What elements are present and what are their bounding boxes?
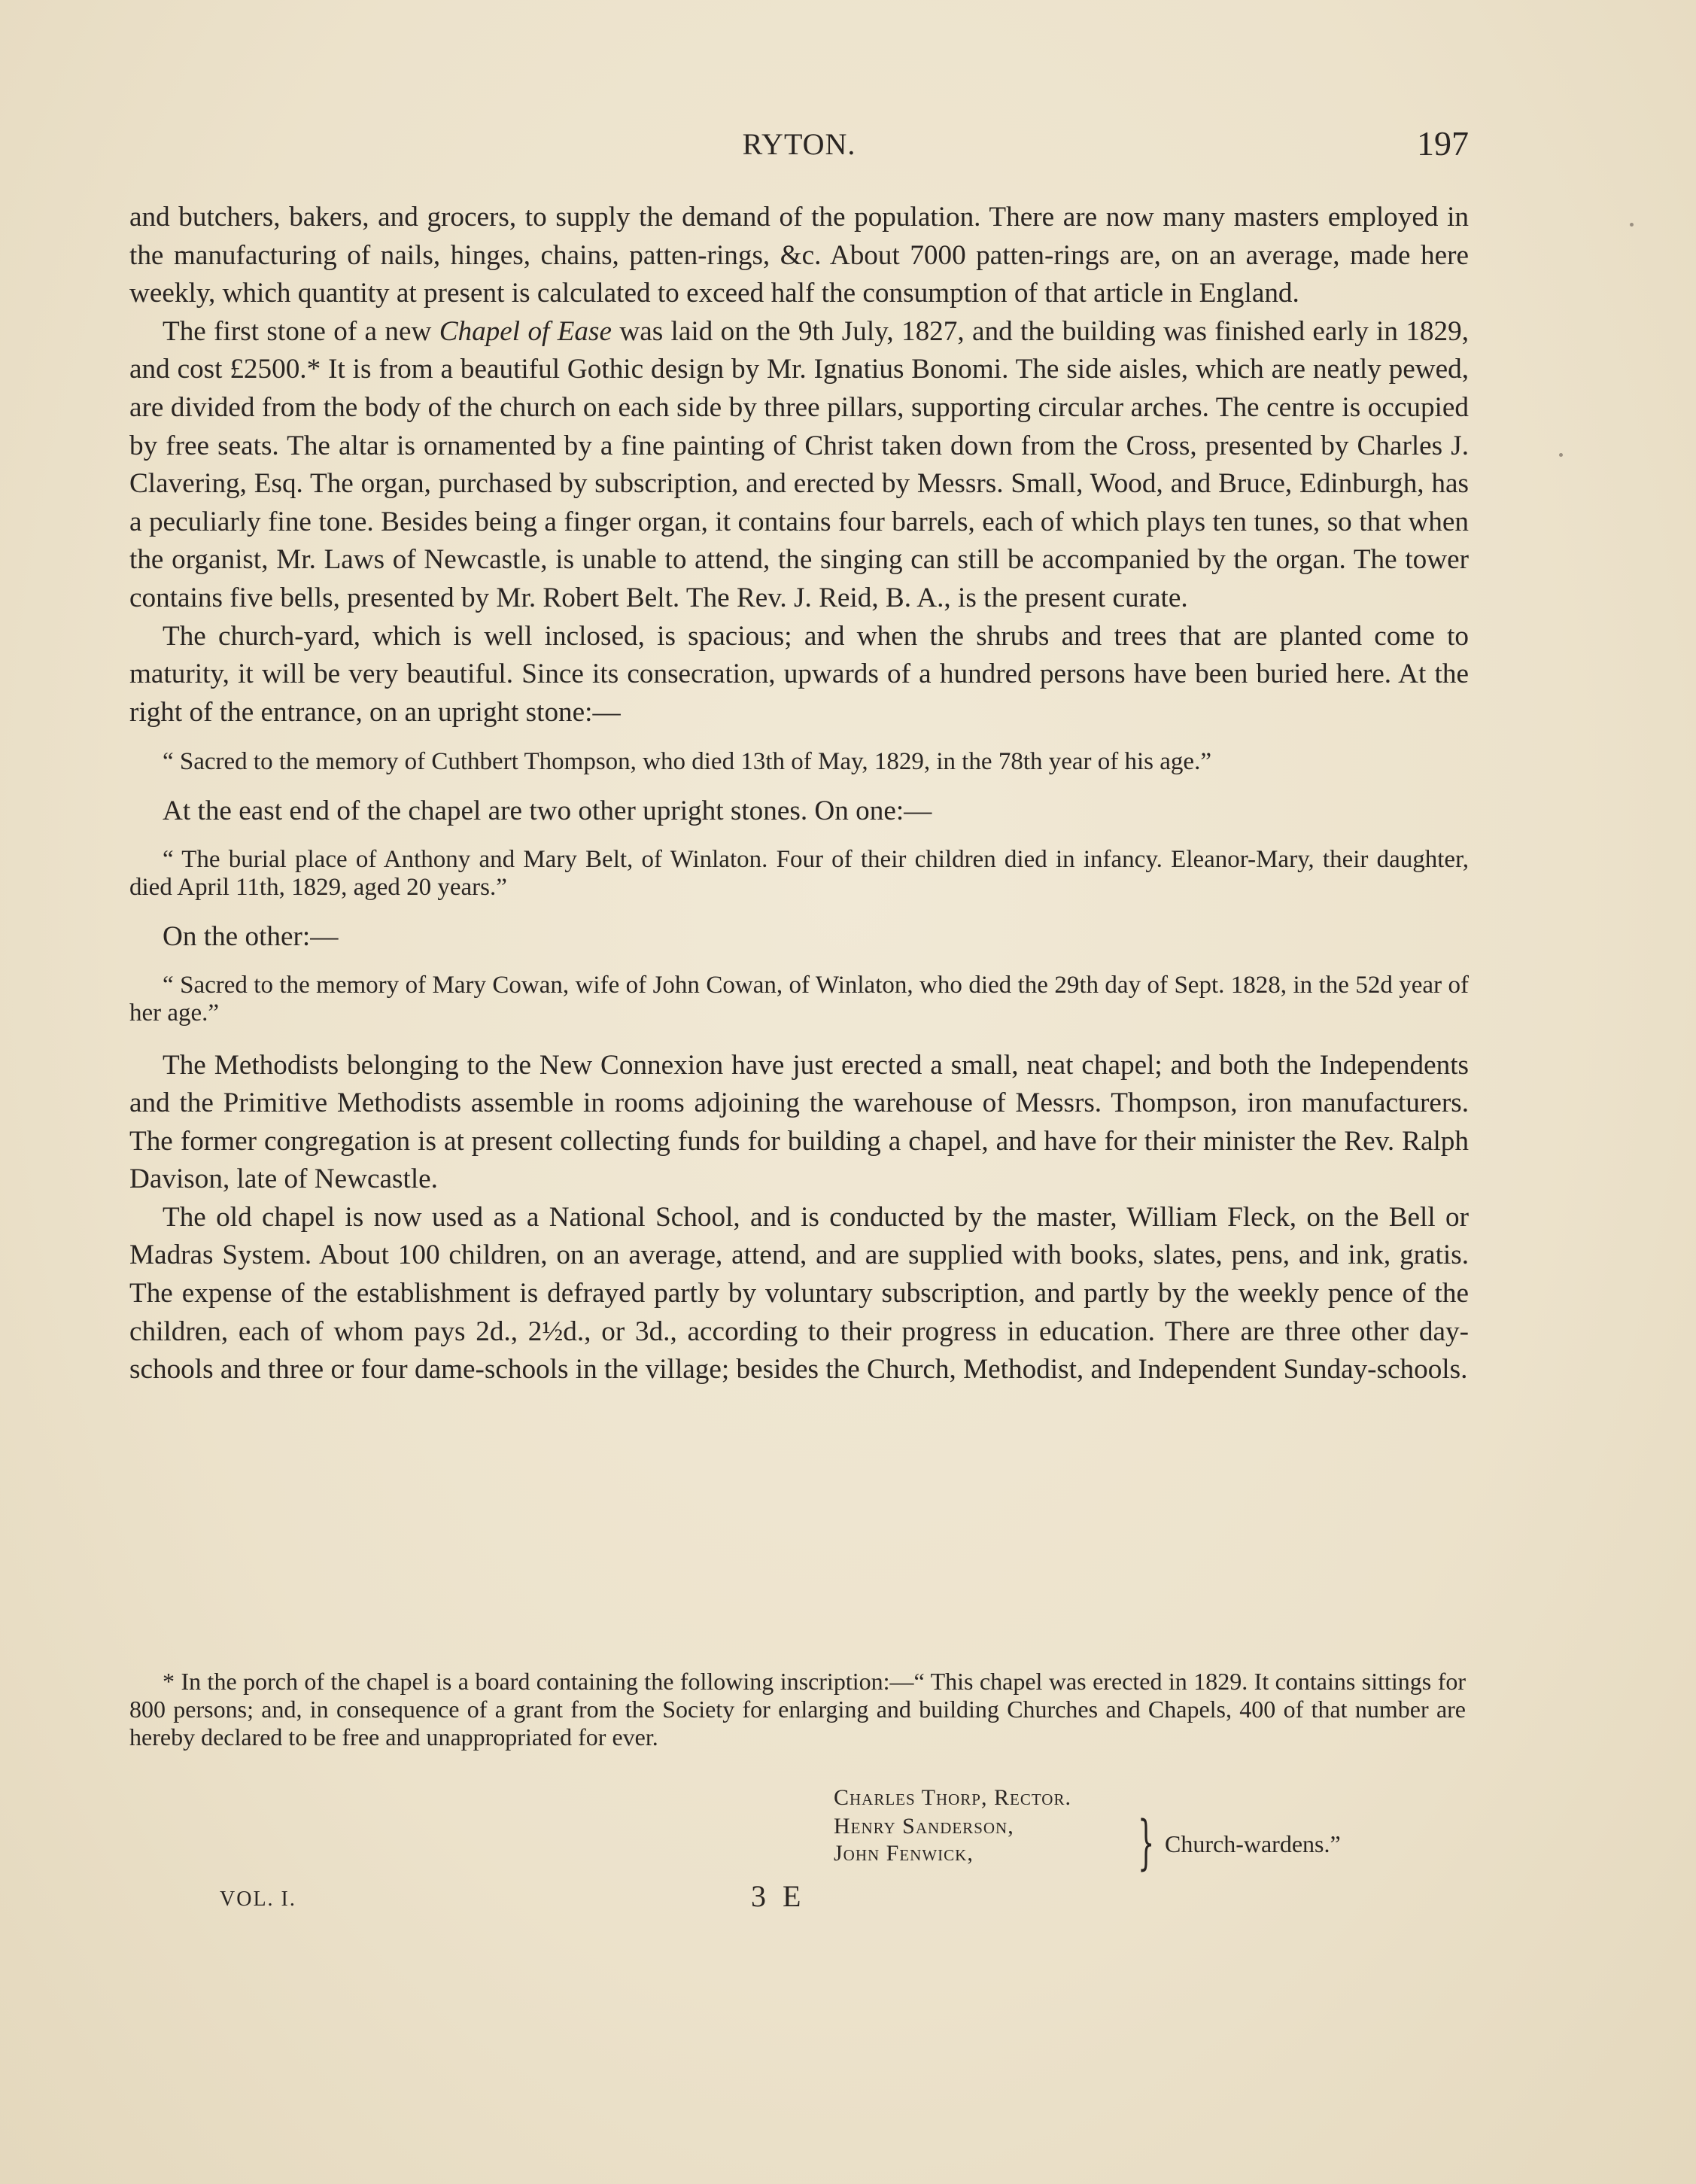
signature-warden-1: Henry Sanderson, — [834, 1814, 1014, 1839]
paragraph-2 — [129, 313, 1469, 618]
paper-speck — [1630, 223, 1634, 227]
paper-speck — [1559, 453, 1563, 457]
chapel-of-ease-italic: Chapel of Ease — [439, 315, 612, 347]
paragraph-6: The Methodists belonging to the New Connexion have just erected a small, neat chapel; and both the Independents and the Primitive Methodists assemble in rooms adjoining the warehouse of Messrs. Thompson, iron manufacturers. The former congregation is at present collecting funds for building a chapel, and have for their minister the Rev. Ralph Davison, late of Newcastle. — [129, 1049, 1469, 1195]
church-wardens-label: Church-wardens.” — [1165, 1830, 1341, 1857]
volume-mark: VOL. I. — [220, 1887, 296, 1911]
page-number: 197 — [1417, 124, 1469, 163]
signature-warden-2: John Fenwick, — [834, 1841, 974, 1866]
inscription-belt: “ The burial place of Anthony and Mary Belt, of Winlaton. Four of their children died in infancy. Eleanor-Mary, their daughter, died April 11th, 1829, aged 20 years.” — [129, 845, 1469, 901]
curly-brace-icon: } — [1138, 1809, 1155, 1877]
paragraph-5: On the other:— — [163, 920, 339, 952]
inscription-cowan: “ Sacred to the memory of Mary Cowan, wife of John Cowan, of Winlaton, who died the 29th day of Sept. 1828, in the 52d year of her age.” — [129, 971, 1469, 1027]
body-text — [129, 199, 1469, 1389]
paragraph-2-start: The first stone of a new — [163, 315, 439, 347]
paragraph-4: At the east end of the chapel are two other upright stones. On one:— — [163, 795, 932, 827]
paragraph-2-rest: was laid on the 9th July, 1827, and the building was finished early in 1829, and cost £2500.* It is from a beautiful Gothic design by Mr. Ignatius Bonomi. The side aisles, which are neatly pewed, are divided from the body of the church on each side by three pillars, supporting circular arches. The centre is occupied by free seats. The altar is ornamented by a fine painting of Christ taken down from the Cross, presented by Charles J. Clavering, Esq. The organ, purchased by subscription, and erected by Messrs. Small, Wood, and Bruce, Edinburgh, has a peculiarly fine tone. Besides being a finger organ, it contains four barrels, each of which plays ten tunes, so that when the organist, Mr. Laws of Newcastle, is unable to attend, the singing can still be accompanied by the organ. The tower contains five bells, presented by Mr. Robert Belt. The Rev. J. Reid, B. A., is the present curate. — [129, 315, 1469, 613]
paragraph-7: The old chapel is now used as a National School, and is conducted by the master, William Fleck, on the Bell or Madras System. About 100 children, on an average, attend, and are supplied with books, slates, pens, and ink, gratis. The expense of the establishment is defrayed partly by voluntary subscription, and partly by the weekly pence of the children, each of whom pays 2d., 2½d., or 3d., according to their progress in education. There are three other day-schools and three or four dame-schools in the village; besides the Church, Methodist, and Independent Sunday-schools. — [129, 1201, 1469, 1386]
paragraph-3: The church-yard, which is well inclosed, is spacious; and when the shrubs and trees that are planted come to maturity, it will be very beautiful. Since its consecration, upwards of a hundred persons have been buried here. At the right of the entrance, on an upright stone:— — [129, 620, 1469, 728]
signature-rector: Charles Thorp, Rector. — [834, 1785, 1071, 1810]
footnote: * In the porch of the chapel is a board containing the following inscription:—“ This chapel was erected in 1829. It contains sittings for 800 persons; and, in consequence of a grant from the Society for enlarging and building Churches and Chapels, 400 of that number are hereby declared to be free and unappropriated for ever. — [129, 1668, 1466, 1751]
inscription-thompson: “ Sacred to the memory of Cuthbert Thompson, who died 13th of May, 1829, in the 78th year of his age.” — [163, 748, 1211, 776]
printer-signature-mark: 3 E — [751, 1879, 806, 1913]
paragraph-1: and butchers, bakers, and grocers, to supply the demand of the population. There are now many masters employed in the manufacturing of nails, hinges, chains, patten-rings, &c. About 7000 patten-rings are, on an average, made here weekly, which quantity at present is calculated to exceed half the consumption of that article in England. — [129, 202, 1469, 309]
running-head: RYTON. — [742, 127, 856, 161]
page-header — [129, 126, 1469, 172]
